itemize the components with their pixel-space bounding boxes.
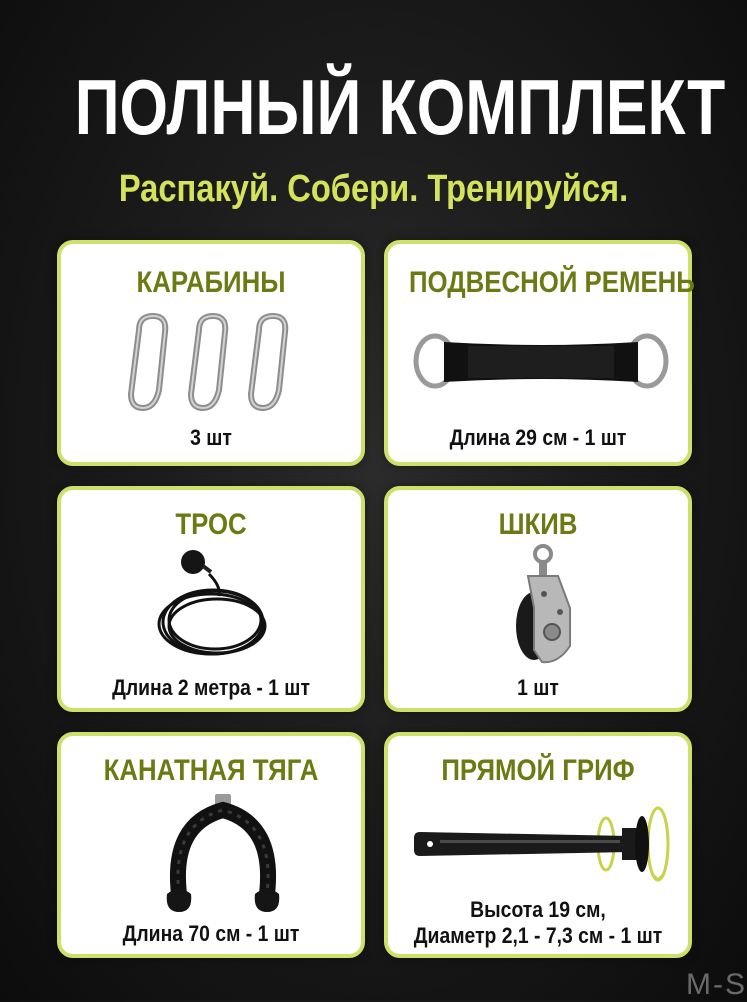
card-title: ПРЯМОЙ ГРИФ xyxy=(441,754,635,787)
cable-icon xyxy=(151,546,281,662)
rope-handle-icon xyxy=(159,794,289,916)
card-loading-pin xyxy=(384,732,692,958)
card-title: ШКИВ xyxy=(498,508,578,541)
card-strap xyxy=(384,240,695,466)
card-title: ПОДВЕСНОЙ РЕМЕНЬ xyxy=(409,266,695,299)
card-caption-line1: Высота 19 см, xyxy=(470,897,606,922)
card-caption: Длина 29 см - 1 шт xyxy=(449,425,627,450)
carabiner-icon xyxy=(123,310,303,414)
page-title: ПОЛНЫЙ КОМПЛЕКТ xyxy=(74,63,726,151)
card-cable xyxy=(57,486,365,712)
watermark: M-S xyxy=(686,968,747,1001)
card-carabiners xyxy=(57,240,365,466)
card-caption: Длина 70 см - 1 шт xyxy=(122,921,300,946)
strap-icon xyxy=(410,328,672,394)
card-caption: Длина 2 метра - 1 шт xyxy=(112,675,310,700)
page-subtitle: Распакуй. Собери. Тренируйся. xyxy=(118,168,629,210)
card-caption-line2: Диаметр 2,1 - 7,3 см - 1 шт xyxy=(413,923,663,948)
card-caption: 3 шт xyxy=(190,425,232,450)
loading-pin-icon xyxy=(410,798,676,898)
card-title: КАРАБИНЫ xyxy=(136,266,286,299)
card-rope-handle xyxy=(57,732,365,958)
card-caption: 1 шт xyxy=(517,675,559,700)
card-title: КАНАТНАЯ ТЯГА xyxy=(103,754,319,787)
card-title: ТРОС xyxy=(175,508,247,541)
card-pulley xyxy=(384,486,692,712)
pulley-icon xyxy=(508,542,578,668)
